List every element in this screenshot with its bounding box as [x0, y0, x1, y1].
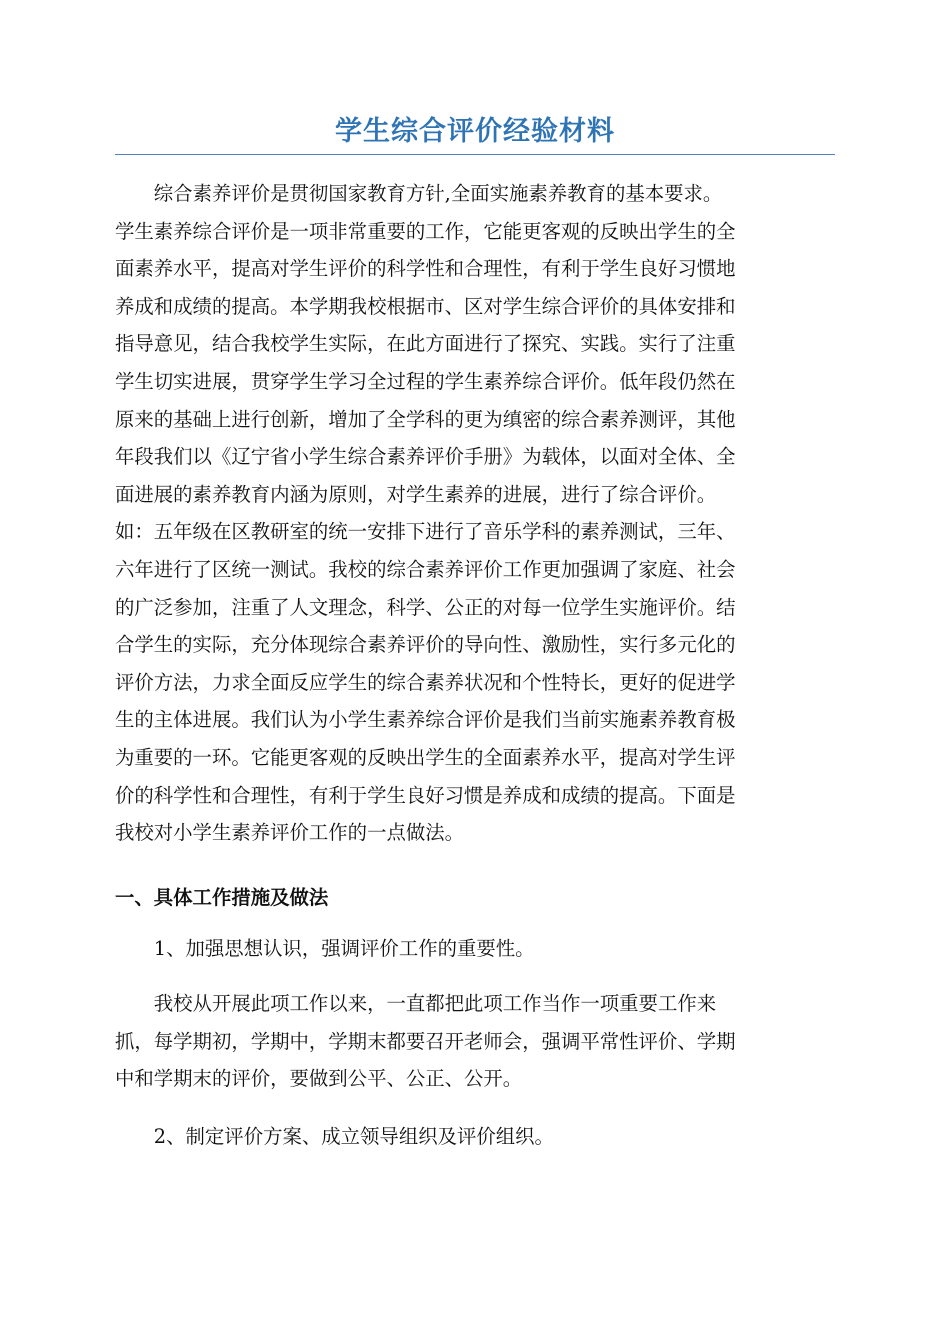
item-1-line: 抓，每学期初，学期中，学期末都要召开老师会，强调平常性评价、学期	[115, 1029, 736, 1053]
intro-line: 面进展的素养教育内涵为原则，对学生素养的进展，进行了综合评价。	[115, 482, 717, 506]
intro-line: 养成和成绩的提高。本学期我校根据市、区对学生综合评价的具体安排和	[115, 294, 736, 318]
intro-line: 生的主体进展。我们认为小学生素养综合评价是我们当前实施素养教育极	[115, 708, 736, 732]
intro-line: 评价方法，力求全面反应学生的综合素养状况和个性特长，更好的促进学	[115, 670, 736, 694]
intro-line: 价的科学性和合理性，有利于学生良好习惯是养成和成绩的提高。下面是	[115, 783, 736, 807]
intro-line: 合学生的实际，充分体现综合素养评价的导向性、激励性，实行多元化的	[115, 633, 736, 657]
intro-line: 为重要的一环。它能更客观的反映出学生的全面素养水平，提高对学生评	[115, 745, 736, 769]
intro-line: 我校对小学生素养评价工作的一点做法。	[115, 821, 465, 845]
intro-line: 学生素养综合评价是一项非常重要的工作，它能更客观的反映出学生的全	[115, 219, 736, 243]
item-heading-2: 2、制定评价方案、成立领导组织及评价组织。	[153, 1125, 554, 1148]
document-title: 学生综合评价经验材料	[335, 116, 615, 147]
section-heading: 一、具体工作措施及做法	[115, 886, 329, 909]
intro-line: 指导意见，结合我校学生实际，在此方面进行了探究、实践。实行了注重	[115, 332, 736, 356]
item-1-line: 中和学期末的评价，要做到公平、公正、公开。	[115, 1067, 523, 1091]
intro-paragraph	[115, 175, 835, 852]
intro-line: 的广泛参加，注重了人文理念，科学、公正的对每一位学生实施评价。结	[115, 595, 736, 619]
item-1-line: 我校从开展此项工作以来，一直都把此项工作当作一项重要工作来	[153, 992, 717, 1015]
intro-line: 综合素养评价是贯彻国家教育方针,全面实施素养教育的基本要求。	[153, 182, 723, 205]
title-underline	[115, 154, 835, 155]
intro-line: 面素养水平，提高对学生评价的科学性和合理性，有利于学生良好习惯地	[115, 257, 736, 281]
intro-line: 如：五年级在区教研室的统一安排下进行了音乐学科的素养测试，三年、	[115, 520, 736, 544]
intro-line: 原来的基础上进行创新，增加了全学科的更为缜密的综合素养测评，其他	[115, 407, 736, 431]
item-heading-1: 1、加强思想认识，强调评价工作的重要性。	[153, 937, 535, 960]
intro-line: 年段我们以《辽宁省小学生综合素养评价手册》为载体，以面对全体、全	[115, 445, 736, 469]
document-page	[115, 112, 835, 1148]
item-1-paragraph	[115, 985, 835, 1098]
intro-line: 六年进行了区统一测试。我校的综合素养评价工作更加强调了家庭、社会	[115, 557, 736, 581]
intro-line: 学生切实进展，贯穿学生学习全过程的学生素养综合评价。低年段仍然在	[115, 369, 736, 393]
